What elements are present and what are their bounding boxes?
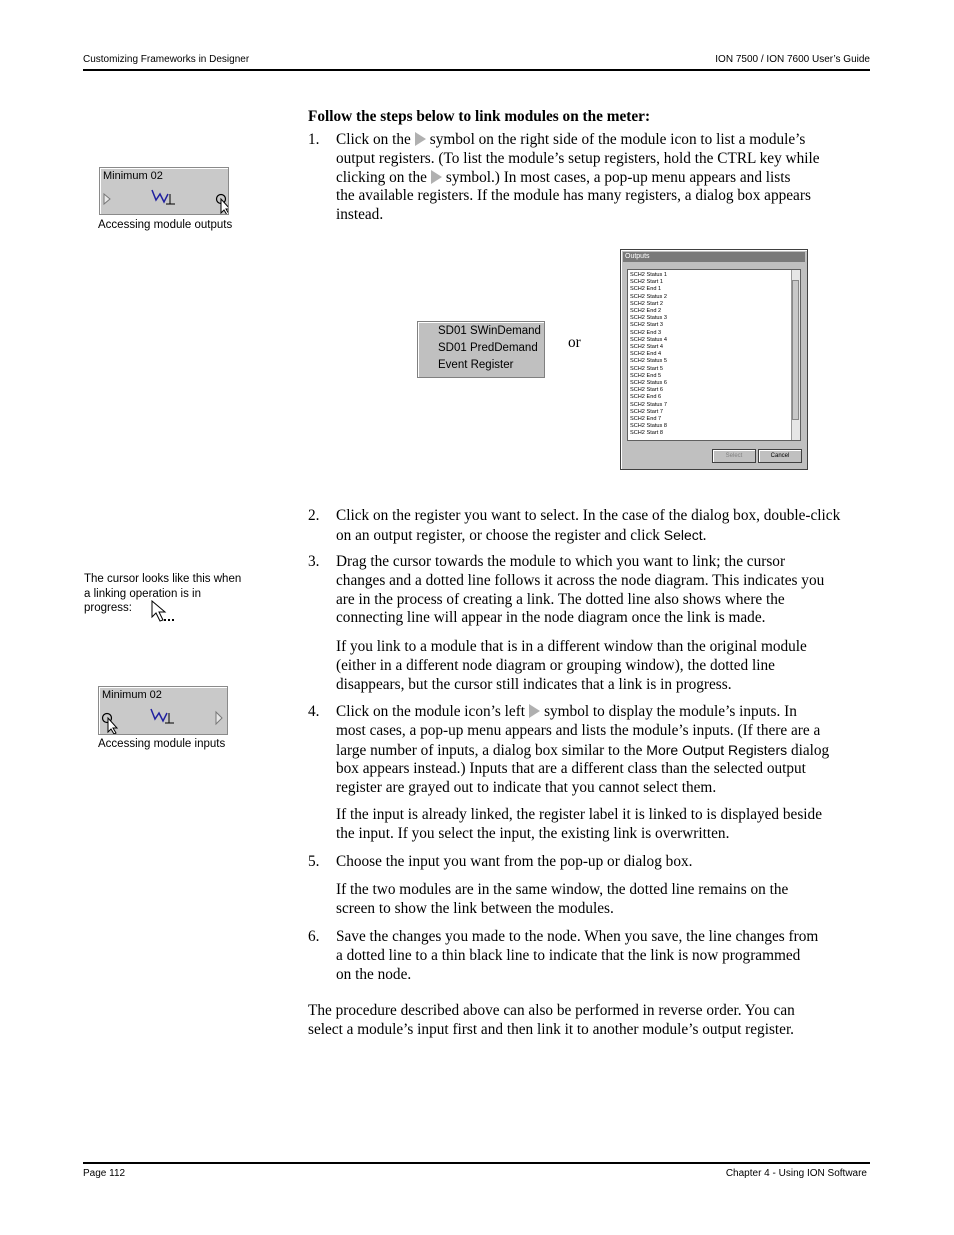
list-item[interactable]: SCH2 Start 1 (630, 279, 663, 286)
list-item[interactable]: SCH2 Status 1 (630, 272, 667, 278)
closing-paragraph: The procedure described above can also be performed in reverse order. You can select a module’s input first and then link it to another module’s output register. (308, 1002, 795, 1038)
list-item[interactable]: SCH2 End 2 (630, 308, 662, 315)
step-6-text: Save the changes you made to the node. When you save, the line changes from a dotted line to a thin black line to indicate that the link is now programmed on the node. (336, 928, 819, 983)
list-item[interactable]: SCH2 Start 7 (630, 408, 663, 415)
step-6-number: 6. (308, 928, 320, 945)
right-triangle-icon (415, 132, 426, 146)
running-header-right: ION 7500 / ION 7600 User’s Guide (715, 54, 870, 65)
step-5-text: Choose the input you want from the pop-up or dialog box. (336, 853, 693, 870)
step-4-note: If the input is already linked, the register label it is linked to is displayed beside the input. If you select the input, the existing link is overwritten. (336, 806, 822, 842)
list-item[interactable]: SCH2 Start 3 (630, 322, 663, 329)
list-item[interactable]: SCH2 Status 3 (630, 315, 667, 322)
module-icon-inputs[interactable] (98, 686, 228, 735)
popup-item[interactable]: SD01 SWinDemand (438, 325, 541, 337)
list-item[interactable]: SCH2 Status 5 (630, 358, 667, 365)
module-title: Minimum 02 (102, 689, 162, 701)
list-item[interactable]: SCH2 Status 6 (630, 380, 667, 387)
list-item[interactable]: SCH2 Start 4 (630, 344, 663, 351)
popup-item[interactable]: Event Register (438, 359, 514, 371)
list-item[interactable]: SCH2 Status 4 (630, 336, 667, 343)
output-register-list[interactable] (627, 269, 801, 441)
step-4-text: Click on the module icon’s left symbol to display the module’s inputs. In most cases, a pop-up menu appears and lists the module’s inputs. (If there are a large number of inputs, a dialog box similar to the More Output Registers dialog box appears instead.) Inputs that are a different class than the selected output register are grayed out to indicate that you cannot select them. (336, 703, 830, 797)
list-scrollbar[interactable] (791, 270, 800, 440)
list-item[interactable]: SCH2 End 7 (630, 416, 662, 423)
select-button[interactable]: Select (712, 449, 756, 463)
step-3-text: Drag the cursor towards the module to which you want to link; the cursor changes and a dotted line follows it across the node diagram. This indicates you are in the process of creating a link. The dotted line also shows where the connecting line will appear in the node diagram once the link is made. (336, 553, 825, 627)
list-item[interactable]: SCH2 Start 5 (630, 365, 663, 372)
header-rule (83, 69, 870, 71)
step-1-text: Click on the symbol on the right side of the module icon to list a module’s output registers. (To list the module’s setup registers, hold the CTRL key while clicking on the symbol.) In most cases, a pop-up menu appears and lists the available registers. If the module has many registers, a dialog box appears instead. (336, 131, 820, 224)
list-item[interactable]: SCH2 Status 2 (630, 293, 667, 300)
right-triangle-icon (529, 704, 540, 718)
module-graphic-icon (100, 168, 228, 214)
select-ui-term: Select (663, 526, 703, 543)
chapter-footer: Chapter 4 - Using ION Software (725, 1168, 867, 1179)
list-item[interactable]: SCH2 End 4 (630, 351, 662, 358)
list-item[interactable]: SCH2 Status 8 (630, 423, 667, 430)
step-3-note: If you link to a module that is in a different window than the original module (either in a different node diagram or grouping window), the dotted line disappears, but the cursor still indicates that a link is in progress. (336, 638, 807, 693)
right-triangle-icon (431, 170, 442, 184)
step-3-number: 3. (308, 553, 320, 570)
running-header-left: Customizing Frameworks in Designer (83, 54, 250, 65)
module-title: Minimum 02 (103, 170, 163, 182)
module-graphic-icon (99, 687, 227, 734)
footer-rule (83, 1162, 870, 1164)
inputs-caption: Accessing module inputs (98, 738, 226, 750)
step-5-note: If the two modules are in the same window, the dotted line remains on the screen to show the link between the modules. (336, 881, 789, 917)
procedure-intro: Follow the steps below to link modules on the meter: (308, 108, 651, 125)
register-popup-menu[interactable] (417, 321, 545, 378)
module-icon-outputs[interactable] (99, 167, 229, 215)
cancel-button[interactable]: Cancel (758, 449, 802, 463)
step-2-number: 2. (308, 507, 320, 524)
or-label: or (568, 334, 581, 351)
dialog-title: Outputs (623, 252, 805, 262)
scrollbar-thumb[interactable] (792, 280, 799, 420)
outputs-dialog (620, 249, 808, 470)
list-item[interactable]: SCH2 End 3 (630, 329, 662, 336)
more-output-registers-ui-term: More Output Registers (646, 741, 788, 758)
link-cursor-icon (150, 600, 178, 626)
step-5-number: 5. (308, 853, 320, 870)
list-item[interactable]: SCH2 End 1 (630, 286, 662, 293)
step-2-text: Click on the register you want to select. In the case of the dialog box, double-click on an output register, or choose the register and click Select. (336, 507, 841, 544)
list-item[interactable]: SCH2 Status 7 (630, 401, 667, 408)
outputs-caption: Accessing module outputs (98, 219, 233, 231)
list-item[interactable]: SCH2 End 6 (630, 394, 662, 401)
list-item[interactable]: SCH2 Start 8 (630, 430, 663, 437)
list-item[interactable]: SCH2 Start 2 (630, 300, 663, 307)
popup-item[interactable]: SD01 PredDemand (438, 342, 538, 354)
page-number: Page 112 (83, 1168, 126, 1179)
step-4-number: 4. (308, 703, 320, 720)
cursor-note: The cursor looks like this when a linking operation is in progress: (84, 573, 242, 614)
list-item[interactable]: SCH2 Start 6 (630, 387, 663, 394)
step-1-number: 1. (308, 131, 320, 148)
list-item[interactable]: SCH2 End 5 (630, 372, 662, 379)
